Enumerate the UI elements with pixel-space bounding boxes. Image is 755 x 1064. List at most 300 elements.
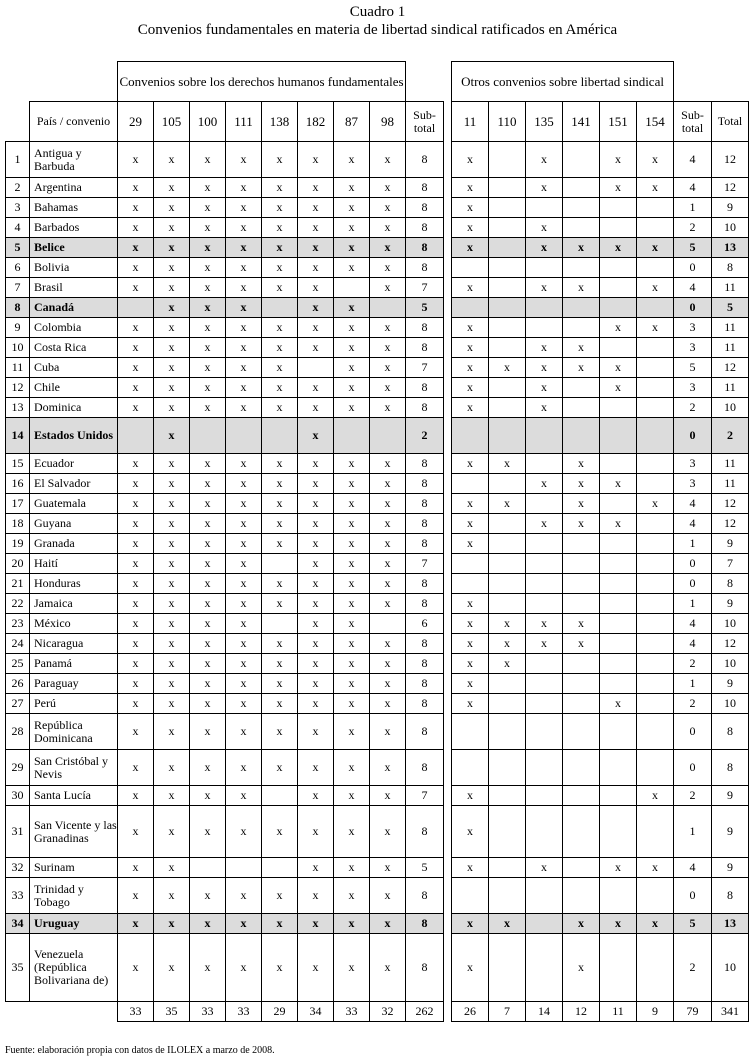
ratification-cell: x bbox=[334, 594, 370, 614]
ratification-cell: x bbox=[226, 494, 262, 514]
ratification-cell bbox=[600, 258, 637, 278]
ratification-cell: x bbox=[600, 358, 637, 378]
country-name: Perú bbox=[30, 694, 118, 714]
subtotal-cell: 4 bbox=[674, 142, 712, 178]
totals-row bbox=[6, 1002, 749, 1022]
ratification-cell bbox=[637, 674, 674, 694]
row-number: 30 bbox=[6, 786, 30, 806]
ratification-cell: x bbox=[452, 786, 489, 806]
table-row bbox=[6, 178, 749, 198]
subtotal-cell: 1 bbox=[674, 806, 712, 858]
ratification-cell: x bbox=[262, 278, 298, 298]
column-separator bbox=[444, 358, 452, 378]
ratification-cell bbox=[637, 454, 674, 474]
ratification-cell bbox=[190, 418, 226, 454]
ratification-cell: x bbox=[452, 694, 489, 714]
total-cell: 10 bbox=[712, 934, 749, 1002]
subtotal-cell: 7 bbox=[406, 358, 444, 378]
ratification-cell bbox=[370, 298, 406, 318]
subtotal-cell: 0 bbox=[674, 878, 712, 914]
ratification-cell: x bbox=[118, 198, 154, 218]
total-cell: 12 bbox=[712, 178, 749, 198]
ratification-cell: x bbox=[334, 454, 370, 474]
ratification-cell bbox=[600, 198, 637, 218]
subtotal-cell: 8 bbox=[406, 454, 444, 474]
subtotal-cell: 4 bbox=[674, 178, 712, 198]
table-row bbox=[6, 494, 749, 514]
ratification-cell: x bbox=[334, 178, 370, 198]
ratification-cell bbox=[600, 398, 637, 418]
row-number: 5 bbox=[6, 238, 30, 258]
ratification-cell: x bbox=[262, 218, 298, 238]
ratification-cell bbox=[600, 714, 637, 750]
ratification-cell: x bbox=[334, 298, 370, 318]
ratification-cell bbox=[262, 786, 298, 806]
ratification-cell: x bbox=[190, 378, 226, 398]
ratification-cell: x bbox=[334, 318, 370, 338]
subtotal-cell: 8 bbox=[406, 714, 444, 750]
table-row bbox=[6, 338, 749, 358]
ratification-cell bbox=[600, 218, 637, 238]
column-separator bbox=[444, 142, 452, 178]
subtotal-cell: 8 bbox=[406, 934, 444, 1002]
ratification-cell: x bbox=[334, 574, 370, 594]
ratification-cell: x bbox=[154, 418, 190, 454]
ratification-cell bbox=[489, 858, 526, 878]
subtotal-cell: 0 bbox=[674, 714, 712, 750]
ratification-cell: x bbox=[226, 714, 262, 750]
row-number: 23 bbox=[6, 614, 30, 634]
subtotal-cell: 3 bbox=[674, 318, 712, 338]
ratification-cell: x bbox=[600, 514, 637, 534]
ratification-cell: x bbox=[370, 142, 406, 178]
ratification-cell: x bbox=[298, 454, 334, 474]
total-cell: 5 bbox=[712, 298, 749, 318]
total-cell: 13 bbox=[712, 238, 749, 258]
ratification-cell bbox=[637, 554, 674, 574]
ratification-cell bbox=[452, 574, 489, 594]
ratification-cell: x bbox=[226, 654, 262, 674]
ratification-cell bbox=[563, 418, 600, 454]
country-name: San Cristóbal y Nevis bbox=[30, 750, 118, 786]
table-row bbox=[6, 694, 749, 714]
ratification-cell bbox=[600, 534, 637, 554]
subtotal-cell: 1 bbox=[674, 674, 712, 694]
ratification-cell: x bbox=[452, 358, 489, 378]
ratification-cell bbox=[600, 878, 637, 914]
ratification-cell: x bbox=[190, 178, 226, 198]
table-row bbox=[6, 418, 749, 454]
ratification-cell: x bbox=[262, 634, 298, 654]
ratification-cell: x bbox=[298, 534, 334, 554]
ratification-cell bbox=[637, 878, 674, 914]
row-number: 28 bbox=[6, 714, 30, 750]
ratification-cell bbox=[298, 358, 334, 378]
ratification-cell: x bbox=[154, 714, 190, 750]
row-number: 20 bbox=[6, 554, 30, 574]
country-name: Uruguay bbox=[30, 914, 118, 934]
ratification-cell: x bbox=[298, 806, 334, 858]
ratification-cell: x bbox=[563, 914, 600, 934]
country-name: Brasil bbox=[30, 278, 118, 298]
ratification-cell: x bbox=[118, 534, 154, 554]
ratification-cell bbox=[637, 198, 674, 218]
ratification-cell: x bbox=[226, 238, 262, 258]
ratification-cell: x bbox=[190, 634, 226, 654]
ratification-cell bbox=[370, 418, 406, 454]
ratification-cell: x bbox=[298, 554, 334, 574]
ratification-cell: x bbox=[370, 594, 406, 614]
ratification-cell: x bbox=[298, 318, 334, 338]
column-separator bbox=[444, 218, 452, 238]
ratification-cell: x bbox=[452, 454, 489, 474]
row-number: 29 bbox=[6, 750, 30, 786]
ratification-cell: x bbox=[563, 358, 600, 378]
ratification-cell bbox=[489, 514, 526, 534]
subtotal-cell: 4 bbox=[674, 858, 712, 878]
ratification-cell bbox=[452, 878, 489, 914]
ratification-cell bbox=[637, 378, 674, 398]
ratification-cell bbox=[600, 338, 637, 358]
ratification-cell: x bbox=[154, 574, 190, 594]
row-number: 24 bbox=[6, 634, 30, 654]
table-row bbox=[6, 358, 749, 378]
country-name: Jamaica bbox=[30, 594, 118, 614]
ratification-cell: x bbox=[118, 694, 154, 714]
ratification-cell bbox=[563, 750, 600, 786]
ratification-cell: x bbox=[452, 914, 489, 934]
total-cell: 8 bbox=[712, 574, 749, 594]
ratification-cell: x bbox=[637, 178, 674, 198]
column-separator bbox=[444, 338, 452, 358]
ratification-cell: x bbox=[118, 914, 154, 934]
ratification-cell: x bbox=[370, 474, 406, 494]
country-name: Antigua y Barbuda bbox=[30, 142, 118, 178]
ratification-cell: x bbox=[563, 634, 600, 654]
convention-code-header: 138 bbox=[262, 102, 298, 142]
subtotal-cell: 2 bbox=[406, 418, 444, 454]
ratification-cell: x bbox=[190, 534, 226, 554]
column-separator bbox=[444, 278, 452, 298]
ratification-cell: x bbox=[262, 594, 298, 614]
ratification-cell: x bbox=[452, 934, 489, 1002]
subtotal-cell: 2 bbox=[674, 398, 712, 418]
ratification-cell: x bbox=[452, 198, 489, 218]
column-separator bbox=[444, 714, 452, 750]
ratification-cell bbox=[526, 554, 563, 574]
total-cell: 12 bbox=[712, 142, 749, 178]
column-separator bbox=[444, 494, 452, 514]
country-name: Costa Rica bbox=[30, 338, 118, 358]
ratification-cell: x bbox=[154, 338, 190, 358]
ratification-cell bbox=[563, 594, 600, 614]
column-total: 262 bbox=[406, 1002, 444, 1022]
ratification-cell bbox=[600, 654, 637, 674]
subtotal-cell: 2 bbox=[674, 786, 712, 806]
total-cell: 9 bbox=[712, 786, 749, 806]
ratification-cell: x bbox=[118, 654, 154, 674]
country-name: Panamá bbox=[30, 654, 118, 674]
ratification-cell: x bbox=[334, 554, 370, 574]
ratification-cell: x bbox=[334, 534, 370, 554]
ratification-cell: x bbox=[334, 694, 370, 714]
subtotal-cell: 8 bbox=[406, 378, 444, 398]
row-number: 17 bbox=[6, 494, 30, 514]
ratification-cell bbox=[526, 318, 563, 338]
ratification-cell: x bbox=[600, 378, 637, 398]
row-number: 7 bbox=[6, 278, 30, 298]
column-separator bbox=[444, 474, 452, 494]
ratification-cell: x bbox=[154, 694, 190, 714]
ratification-cell: x bbox=[226, 786, 262, 806]
subtotal-cell: 0 bbox=[674, 418, 712, 454]
convention-code-header: 141 bbox=[563, 102, 600, 142]
column-total: 12 bbox=[563, 1002, 600, 1022]
ratification-cell bbox=[489, 574, 526, 594]
column-separator bbox=[444, 258, 452, 278]
ratification-cell: x bbox=[118, 614, 154, 634]
ratification-cell bbox=[370, 614, 406, 634]
row-number: 26 bbox=[6, 674, 30, 694]
subtotal-cell: 8 bbox=[406, 654, 444, 674]
ratification-cell: x bbox=[452, 142, 489, 178]
row-number: 25 bbox=[6, 654, 30, 674]
ratification-cell bbox=[600, 750, 637, 786]
subtotal-cell: 5 bbox=[406, 858, 444, 878]
ratification-cell bbox=[262, 614, 298, 634]
convention-code-header: 135 bbox=[526, 102, 563, 142]
ratification-cell bbox=[489, 750, 526, 786]
ratification-cell: x bbox=[600, 238, 637, 258]
table-row bbox=[6, 934, 749, 1002]
ratification-cell: x bbox=[334, 614, 370, 634]
ratification-cell bbox=[262, 298, 298, 318]
ratification-cell: x bbox=[118, 178, 154, 198]
column-total: 33 bbox=[190, 1002, 226, 1022]
source-note: Fuente: elaboración propia con datos de ILOLEX a marzo de 2008. bbox=[5, 1045, 275, 1056]
table-row bbox=[6, 554, 749, 574]
subtotal-cell: 3 bbox=[674, 474, 712, 494]
ratification-cell bbox=[526, 674, 563, 694]
ratification-cell bbox=[600, 934, 637, 1002]
ratification-cell bbox=[526, 534, 563, 554]
ratification-cell: x bbox=[262, 806, 298, 858]
convention-code-header: 98 bbox=[370, 102, 406, 142]
total-cell: 11 bbox=[712, 474, 749, 494]
total-cell: 12 bbox=[712, 634, 749, 654]
ratification-cell bbox=[489, 278, 526, 298]
country-name: Venezuela (República Bolivariana de) bbox=[30, 934, 118, 1002]
ratification-cell: x bbox=[190, 142, 226, 178]
ratification-cell: x bbox=[154, 238, 190, 258]
ratification-cell: x bbox=[118, 494, 154, 514]
ratification-cell: x bbox=[370, 534, 406, 554]
ratification-cell: x bbox=[262, 142, 298, 178]
ratification-cell: x bbox=[190, 786, 226, 806]
ratification-cell bbox=[489, 534, 526, 554]
ratification-cell: x bbox=[563, 514, 600, 534]
ratification-cell: x bbox=[190, 714, 226, 750]
ratification-cell: x bbox=[154, 398, 190, 418]
ratification-cell: x bbox=[298, 378, 334, 398]
ratification-cell: x bbox=[226, 378, 262, 398]
country-name: Canadá bbox=[30, 298, 118, 318]
ratification-cell: x bbox=[262, 714, 298, 750]
total-cell: 13 bbox=[712, 914, 749, 934]
ratification-cell bbox=[489, 178, 526, 198]
country-name: Belice bbox=[30, 238, 118, 258]
ratification-cell: x bbox=[226, 474, 262, 494]
ratification-cell: x bbox=[190, 806, 226, 858]
ratification-cell: x bbox=[118, 574, 154, 594]
total-cell: 10 bbox=[712, 398, 749, 418]
total-cell: 10 bbox=[712, 654, 749, 674]
subtotal-cell: 7 bbox=[406, 554, 444, 574]
column-total: 33 bbox=[118, 1002, 154, 1022]
ratification-cell: x bbox=[334, 474, 370, 494]
subtotal-cell: 8 bbox=[406, 534, 444, 554]
ratification-cell: x bbox=[298, 694, 334, 714]
ratification-cell: x bbox=[526, 858, 563, 878]
ratification-cell: x bbox=[154, 878, 190, 914]
table-row bbox=[6, 218, 749, 238]
country-name: Ecuador bbox=[30, 454, 118, 474]
ratification-cell: x bbox=[226, 806, 262, 858]
ratification-cell: x bbox=[489, 454, 526, 474]
ratification-cell bbox=[489, 594, 526, 614]
ratification-cell: x bbox=[370, 654, 406, 674]
ratification-cell: x bbox=[526, 398, 563, 418]
subtotal-cell: 5 bbox=[674, 358, 712, 378]
ratification-cell: x bbox=[452, 674, 489, 694]
subtotal-cell: 8 bbox=[406, 218, 444, 238]
ratification-cell: x bbox=[370, 806, 406, 858]
ratification-cell bbox=[600, 674, 637, 694]
ratification-cell: x bbox=[526, 358, 563, 378]
ratification-cell: x bbox=[262, 674, 298, 694]
subtotal-cell: 8 bbox=[406, 674, 444, 694]
country-name: Santa Lucía bbox=[30, 786, 118, 806]
ratification-cell bbox=[489, 674, 526, 694]
ratification-cell: x bbox=[190, 574, 226, 594]
ratification-cell: x bbox=[452, 218, 489, 238]
ratification-cell: x bbox=[298, 514, 334, 534]
ratification-cell: x bbox=[370, 878, 406, 914]
column-separator bbox=[444, 914, 452, 934]
column-total: 34 bbox=[298, 1002, 334, 1022]
ratification-cell: x bbox=[118, 318, 154, 338]
country-name: El Salvador bbox=[30, 474, 118, 494]
ratification-cell: x bbox=[370, 338, 406, 358]
ratification-cell bbox=[452, 750, 489, 786]
row-number: 14 bbox=[6, 418, 30, 454]
column-separator bbox=[444, 534, 452, 554]
ratification-cell: x bbox=[370, 694, 406, 714]
ratification-cell bbox=[600, 418, 637, 454]
column-separator bbox=[444, 750, 452, 786]
column-total: 341 bbox=[712, 1002, 749, 1022]
ratification-cell: x bbox=[262, 258, 298, 278]
ratification-cell: x bbox=[154, 806, 190, 858]
ratification-cell: x bbox=[563, 934, 600, 1002]
ratification-cell bbox=[563, 398, 600, 418]
ratification-cell: x bbox=[370, 494, 406, 514]
ratification-cell bbox=[452, 258, 489, 278]
ratification-cell: x bbox=[452, 614, 489, 634]
ratification-cell: x bbox=[262, 238, 298, 258]
ratification-cell: x bbox=[190, 218, 226, 238]
ratification-cell: x bbox=[226, 554, 262, 574]
ratification-cell: x bbox=[298, 218, 334, 238]
ratification-cell: x bbox=[600, 474, 637, 494]
convention-code-header: 151 bbox=[600, 102, 637, 142]
convention-code-header: 105 bbox=[154, 102, 190, 142]
ratification-cell bbox=[637, 594, 674, 614]
ratification-cell: x bbox=[226, 218, 262, 238]
table-row bbox=[6, 238, 749, 258]
subtotal-cell: 8 bbox=[406, 198, 444, 218]
total-header: Total bbox=[712, 102, 749, 142]
column-separator bbox=[444, 654, 452, 674]
country-name: Guatemala bbox=[30, 494, 118, 514]
subtotal-cell: 0 bbox=[674, 258, 712, 278]
row-number: 15 bbox=[6, 454, 30, 474]
ratification-cell: x bbox=[334, 198, 370, 218]
ratification-cell bbox=[637, 634, 674, 654]
subtotal-cell: 0 bbox=[674, 554, 712, 574]
total-cell: 12 bbox=[712, 514, 749, 534]
subtotal-cell: 1 bbox=[674, 594, 712, 614]
ratification-cell bbox=[489, 338, 526, 358]
ratification-cell bbox=[118, 298, 154, 318]
ratification-cell: x bbox=[452, 594, 489, 614]
ratification-cell: x bbox=[262, 358, 298, 378]
ratification-cell: x bbox=[154, 654, 190, 674]
total-cell: 10 bbox=[712, 614, 749, 634]
ratification-cell: x bbox=[600, 914, 637, 934]
table-row bbox=[6, 634, 749, 654]
ratification-cell: x bbox=[118, 238, 154, 258]
ratification-cell bbox=[489, 554, 526, 574]
ratification-cell: x bbox=[190, 278, 226, 298]
table-row bbox=[6, 398, 749, 418]
ratification-cell: x bbox=[190, 878, 226, 914]
ratification-cell bbox=[489, 142, 526, 178]
ratification-cell: x bbox=[226, 914, 262, 934]
ratification-cell: x bbox=[226, 278, 262, 298]
ratification-cell bbox=[526, 694, 563, 714]
ratification-cell bbox=[526, 418, 563, 454]
total-cell: 7 bbox=[712, 554, 749, 574]
ratification-cell: x bbox=[526, 514, 563, 534]
ratification-cell bbox=[262, 554, 298, 574]
column-separator bbox=[444, 694, 452, 714]
column-separator bbox=[444, 454, 452, 474]
ratification-cell: x bbox=[298, 914, 334, 934]
ratification-cell: x bbox=[526, 142, 563, 178]
ratification-cell bbox=[600, 786, 637, 806]
ratification-cell: x bbox=[370, 378, 406, 398]
ratification-cell: x bbox=[154, 514, 190, 534]
subtotal-cell: 8 bbox=[406, 178, 444, 198]
total-cell: 12 bbox=[712, 358, 749, 378]
table-row bbox=[6, 142, 749, 178]
ratification-cell bbox=[600, 298, 637, 318]
ratification-cell: x bbox=[452, 278, 489, 298]
ratification-cell bbox=[600, 594, 637, 614]
ratification-cell: x bbox=[262, 694, 298, 714]
subtotal-cell: 6 bbox=[406, 614, 444, 634]
